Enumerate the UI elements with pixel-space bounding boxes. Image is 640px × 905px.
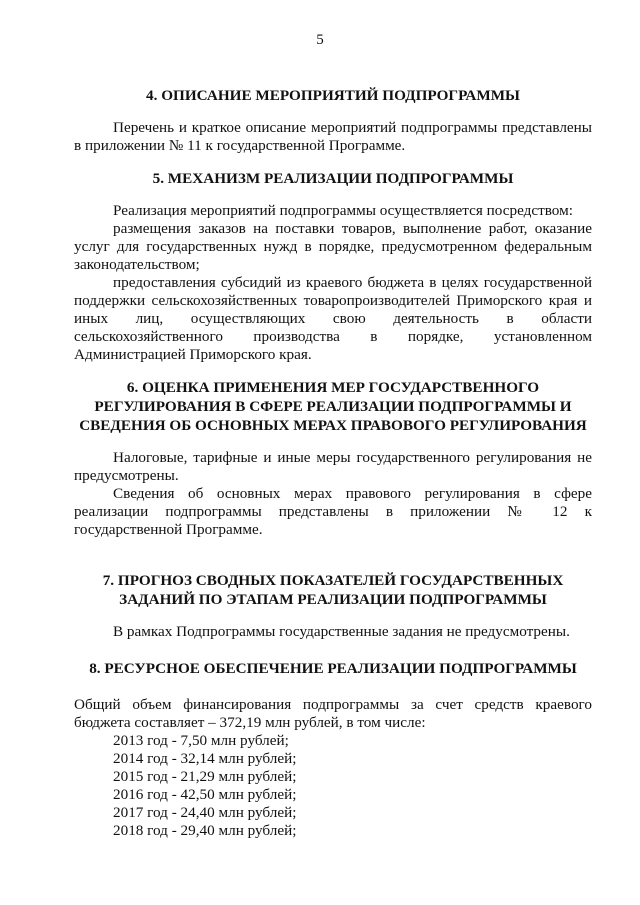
section-6-paragraph-1: Налоговые, тарифные и иные меры государственного регулирования не предусмотрены. xyxy=(74,449,592,484)
page-number: 5 xyxy=(316,32,324,48)
section-6-heading-line-3: СВЕДЕНИЯ ОБ ОСНОВНЫХ МЕРАХ ПРАВОВОГО РЕГУЛИРОВАНИЯ xyxy=(79,417,587,434)
section-5-paragraph-2: размещения заказов на поставки товаров, выполнение работ, оказание услуг для государственных нужд в порядке, предусмотренном федеральным законодательством; xyxy=(74,220,592,273)
list-item: 2016 год - 42,50 млн рублей; xyxy=(113,786,297,803)
list-item: 2014 год - 32,14 млн рублей; xyxy=(113,750,297,767)
list-item: 2013 год - 7,50 млн рублей; xyxy=(113,732,289,749)
section-4-heading: 4. ОПИСАНИЕ МЕРОПРИЯТИЙ ПОДПРОГРАММЫ xyxy=(146,87,520,104)
list-item: 2015 год - 21,29 млн рублей; xyxy=(113,768,297,785)
section-6-heading-line-1: 6. ОЦЕНКА ПРИМЕНЕНИЯ МЕР ГОСУДАРСТВЕННОГО xyxy=(126,379,540,396)
funding-by-year-list xyxy=(113,732,592,840)
section-7-heading xyxy=(74,571,592,609)
section-5-paragraph-1: Реализация мероприятий подпрограммы осуществляется посредством: xyxy=(113,202,573,219)
section-5-heading: 5. МЕХАНИЗМ РЕАЛИЗАЦИИ ПОДПРОГРАММЫ xyxy=(152,170,514,187)
section-6-heading-line-2: РЕГУЛИРОВАНИЯ В СФЕРЕ РЕАЛИЗАЦИИ ПОДПРОГРАММЫ И xyxy=(94,398,572,415)
section-8-paragraph: Общий объем финансирования подпрограммы за счет средств краевого бюджета составляет – 372,19 млн рублей, в том числе: xyxy=(74,696,592,731)
section-4-paragraph: Перечень и краткое описание мероприятий подпрограммы представлены в приложении № 11 к государственной Программе. xyxy=(74,119,592,154)
list-item: 2017 год - 24,40 млн рублей; xyxy=(113,804,297,821)
document-body xyxy=(74,86,592,840)
section-6-paragraph-2: Сведения об основных мерах правового регулирования в сфере реализации подпрограммы представлены в приложении № 12 к государственной Программе. xyxy=(74,485,592,538)
list-item: 2018 год - 29,40 млн рублей; xyxy=(113,822,297,839)
section-6-heading xyxy=(74,378,592,435)
section-5-paragraph-3: предоставления субсидий из краевого бюджета в целях государственной поддержки сельскохозяйственных товаропроизводителей Приморского края и иных лиц, осуществляющих свою деятельность в области сельскохозяйственного производства в порядке, установленном Администрацией Приморского края. xyxy=(74,274,592,363)
section-7-heading-line-1: 7. ПРОГНОЗ СВОДНЫХ ПОКАЗАТЕЛЕЙ ГОСУДАРСТВЕННЫХ xyxy=(102,572,564,589)
section-7-heading-line-2: ЗАДАНИЙ ПО ЭТАПАМ РЕАЛИЗАЦИИ ПОДПРОГРАММЫ xyxy=(119,591,547,608)
section-8-heading: 8. РЕСУРСНОЕ ОБЕСПЕЧЕНИЕ РЕАЛИЗАЦИИ ПОДПРОГРАММЫ xyxy=(89,660,577,677)
section-7-paragraph: В рамках Подпрограммы государственные задания не предусмотрены. xyxy=(113,623,570,640)
